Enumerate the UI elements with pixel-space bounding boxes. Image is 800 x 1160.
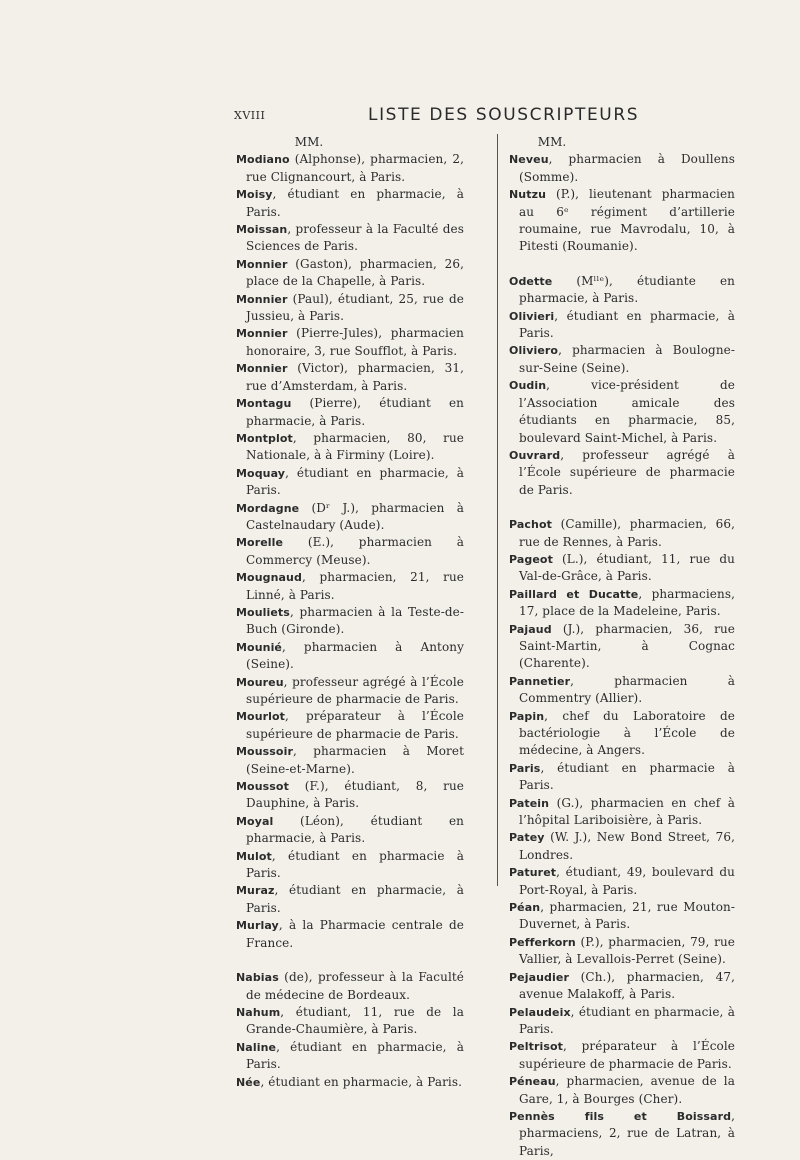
subscriber-details: , pharmacien à Boulogne-sur-Seine (Seine). (519, 343, 735, 375)
subscriber-name: Nabias (236, 971, 279, 985)
subscriber-details: , étudiant en pharmacie, à Paris. (246, 1039, 464, 1072)
subscriber-details: , étudiant en pharmacie, à Paris. (519, 308, 735, 341)
subscriber-name: Mouliets (236, 605, 290, 619)
subscriber-entry (236, 534, 464, 569)
subscriber-details: (F.), étudiant, 8, rue Dauphine, à Paris. (246, 779, 464, 811)
subscriber-entry (236, 1004, 464, 1039)
subscriber-name: Pannetier (509, 674, 571, 688)
subscriber-entry (509, 934, 735, 969)
subscriber-name: Moissan (236, 223, 288, 237)
subscriber-entry (236, 813, 464, 848)
subscriber-name: Mordagne (236, 501, 300, 515)
subscriber-details: , professeur à la Faculté des Sciences de Paris. (246, 222, 464, 254)
subscriber-entry (509, 795, 735, 830)
subscriber-name: Monnier (236, 362, 288, 376)
subscriber-name: Monnier (236, 327, 288, 341)
subscriber-details: (L.), étudiant, 11, rue du Val-de-Grâce, à Paris. (519, 551, 735, 584)
subscriber-entry (509, 1073, 735, 1108)
subscriber-details: (Léon), étudiant en pharmacie, à Paris. (246, 813, 464, 846)
subscriber-name: Mourlot (236, 710, 286, 724)
subscriber-entry (236, 500, 464, 535)
subscriber-name: Pelaudeix (509, 1005, 571, 1019)
subscriber-entry (509, 586, 735, 621)
subscriber-details: , préparateur à l’École supérieure de pharmacie de Paris. (246, 709, 464, 741)
column-heading: MM. (294, 135, 324, 149)
subscriber-details: (E.), pharmacien à Commercy (Meuse). (246, 535, 464, 567)
subscriber-details: , à la Pharmacie centrale de France. (246, 918, 464, 950)
subscriber-name: Née (236, 1075, 261, 1089)
subscriber-details: , préparateur à l’École supérieure de pharmacie de Paris. (519, 1039, 735, 1071)
subscriber-name: Monnier (236, 292, 288, 306)
subscriber-name: Peltrisot (509, 1040, 564, 1054)
subscriber-name: Péan (509, 901, 541, 915)
subscriber-entry (509, 1004, 735, 1039)
subscriber-details: (P.), lieutenant pharmacien au 6ᵉ régiment d’artillerie roumaine, rue Mavrodalu, 10, à Pitesti (Roumanie). (519, 187, 735, 254)
subscriber-name: Pachot (509, 518, 552, 532)
subscriber-name: Moisy (236, 188, 273, 202)
subscriber-details: (Ch.), pharmacien, 47, avenue Malakoff, à Paris. (519, 969, 735, 1002)
subscriber-entry (236, 639, 464, 674)
subscriber-name: Moquay (236, 466, 286, 480)
subscriber-name: Pejaudier (509, 970, 569, 984)
subscriber-entry (236, 1074, 464, 1091)
subscriber-name: Pajaud (509, 622, 552, 636)
subscriber-name: Paturet (509, 866, 557, 880)
subscriber-details: , pharmacien à Moret (Seine-et-Marne). (246, 744, 464, 776)
subscriber-name: Ouvrard (509, 448, 561, 462)
subscriber-details: , pharmacien, 21, rue Mouton-Duvernet, à Paris. (519, 900, 735, 932)
subscriber-entry (509, 673, 735, 708)
subscriber-details: , étudiant en pharmacie, à Paris. (246, 465, 464, 498)
subscriber-entry (509, 516, 735, 551)
subscriber-entry (236, 917, 464, 952)
subscriber-name: Mougnaud (236, 571, 302, 585)
subscriber-entry (236, 221, 464, 256)
subscriber-details: (Pierre), étudiant en pharmacie, à Paris. (246, 396, 464, 428)
subscriber-name: Nutzu (509, 188, 547, 202)
subscriber-entry (236, 1039, 464, 1074)
subscriber-entry (236, 708, 464, 743)
subscriber-name: Papin (509, 709, 545, 723)
subscriber-entry (509, 447, 735, 499)
subscriber-details: , vice-président de l’Association amicale des étudiants en pharmacie, 85, boulevard Saint-Michel, à Paris. (519, 378, 735, 445)
subscriber-name: Pefferkorn (509, 935, 576, 949)
subscriber-entry (509, 969, 735, 1004)
subscriber-entry (236, 882, 464, 917)
subscriber-entry (236, 325, 464, 360)
subscriber-name: Murlay (236, 919, 279, 933)
subscriber-details: , étudiant en pharmacie, à Paris. (246, 883, 464, 915)
group-spacer (236, 952, 464, 969)
subscriber-name: Naline (236, 1040, 277, 1054)
subscriber-name: Nahum (236, 1005, 281, 1019)
right-column (509, 134, 735, 1160)
subscriber-details: , étudiant, 11, rue de la Grande-Chaumière, à Paris. (246, 1004, 464, 1037)
subscriber-name: Monnier (236, 257, 288, 271)
subscriber-entry (509, 864, 735, 899)
subscriber-name: Modiano (236, 153, 290, 167)
subscriber-details: (Pierre-Jules), pharmacien honoraire, 3, rue Soufflot, à Paris. (246, 326, 464, 358)
group-spacer (509, 499, 735, 516)
column-heading: MM. (537, 135, 567, 149)
subscriber-details: , pharmacien, 80, rue Nationale, à à Firminy (Loire). (246, 430, 464, 463)
subscriber-details: , étudiant en pharmacie, à Paris. (260, 1074, 463, 1089)
subscriber-entry (509, 273, 735, 308)
subscriber-details: , pharmacien à Doullens (Somme). (519, 152, 735, 184)
subscriber-name: Moussot (236, 780, 289, 794)
subscriber-details: , pharmaciens, 17, place de la Madeleine, Paris. (519, 586, 735, 619)
subscriber-details: (P.), pharmacien, 79, rue Vallier, à Levallois-Perret (Seine). (519, 934, 735, 967)
subscriber-details: (de), professeur à la Faculté de médecine de Bordeaux. (246, 970, 464, 1002)
subscriber-entry (236, 395, 464, 430)
subscriber-details: (W. J.), New Bond Street, 76, Londres. (519, 830, 735, 862)
subscriber-entry (509, 1108, 735, 1160)
subscriber-entry (509, 899, 735, 934)
subscriber-entry (509, 308, 735, 343)
left-column (236, 134, 464, 1091)
folio-number: XVIII (234, 109, 266, 122)
subscriber-details: (Victor), pharmacien, 31, rue d’Amsterdam, à Paris. (246, 361, 464, 393)
subscriber-entry (236, 465, 464, 500)
subscriber-details: , étudiant, 49, boulevard du Port-Royal, à Paris. (519, 865, 735, 897)
subscriber-entry (236, 291, 464, 326)
subscriber-details: , pharmacien, 21, rue Linné, à Paris. (246, 570, 464, 602)
subscriber-name: Odette (509, 274, 553, 288)
subscriber-entry (509, 760, 735, 795)
subscriber-details: (Dʳ J.), pharmacien à Castelnaudary (Aude). (246, 500, 464, 532)
subscriber-name: Neveu (509, 153, 549, 167)
subscriber-details: , étudiant en pharmacie, à Paris. (519, 1004, 735, 1036)
subscriber-name: Paris (509, 761, 541, 775)
subscriber-entry (509, 342, 735, 377)
subscriber-details: (G.), pharmacien en chef à l’hôpital Lariboisière, à Paris. (519, 795, 735, 828)
subscriber-details: , étudiant en pharmacie à Paris. (246, 848, 464, 881)
subscriber-entry (236, 430, 464, 465)
subscriber-details: , pharmacien, avenue de la Gare, 1, à Bourges (Cher). (519, 1074, 735, 1106)
subscriber-entry (236, 743, 464, 778)
subscriber-details: (J.), pharmacien, 36, rue Saint-Martin, à Cognac (Charente). (519, 621, 735, 671)
subscriber-details: , étudiant en pharmacie, à Paris. (246, 187, 464, 219)
subscriber-name: Paillard et Ducatte (509, 587, 639, 601)
subscriber-name: Moussoir (236, 745, 293, 759)
subscriber-name: Péneau (509, 1075, 556, 1089)
subscriber-name: Moyal (236, 814, 274, 828)
page-header (0, 105, 800, 129)
subscriber-entry (236, 151, 464, 186)
subscriber-name: Morelle (236, 536, 284, 550)
subscriber-name: Pageot (509, 552, 553, 566)
subscriber-name: Mulot (236, 849, 272, 863)
subscriber-entry (509, 829, 735, 864)
subscriber-entry (236, 674, 464, 709)
subscriber-name: Montplot (236, 431, 293, 445)
subscriber-name: Patein (509, 796, 550, 810)
subscriber-name: Montagu (236, 397, 292, 411)
subscriber-details: (Paul), étudiant, 25, rue de Jussieu, à Paris. (246, 291, 464, 324)
subscriber-entry (509, 551, 735, 586)
subscriber-details: (Alphonse), pharmacien, 2, rue Clignancourt, à Paris. (246, 152, 464, 184)
subscriber-entry (509, 1038, 735, 1073)
subscriber-name: Pennès fils et Boissard (509, 1109, 732, 1123)
subscriber-details: , étudiant en pharmacie à Paris. (519, 760, 735, 793)
subscriber-entry (236, 256, 464, 291)
subscriber-details: , professeur agrégé à l’École supérieure de pharmacie de Paris. (519, 447, 735, 497)
subscriber-entry (236, 360, 464, 395)
subscriber-entry (509, 621, 735, 673)
subscriber-entry (509, 377, 735, 447)
group-spacer (509, 256, 735, 273)
subscriber-details: (Mˡˡᵉ), étudiante en pharmacie, à Paris. (519, 273, 735, 306)
subscriber-details: , professeur agrégé à l’École supérieure de pharmacie de Paris. (246, 674, 464, 706)
subscriber-details: , pharmacien à la Teste-de-Buch (Gironde). (246, 604, 464, 637)
running-title: LISTE DES SOUSCRIPTEURS (368, 105, 640, 125)
subscriber-details: , pharmacien à Antony (Seine). (246, 639, 464, 672)
subscriber-entry (236, 604, 464, 639)
subscriber-entry (236, 969, 464, 1004)
subscriber-details: (Gaston), pharmacien, 26, place de la Chapelle, à Paris. (246, 256, 464, 289)
column-divider (497, 134, 498, 886)
subscriber-details: , pharmacien à Commentry (Allier). (519, 673, 735, 706)
subscriber-entry (509, 186, 735, 256)
subscriber-details: , chef du Laboratoire de bactériologie à l’École de médecine, à Angers. (519, 708, 735, 758)
subscriber-entry (236, 569, 464, 604)
subscriber-name: Muraz (236, 884, 275, 898)
subscriber-entry (509, 151, 735, 186)
subscriber-entry (236, 848, 464, 883)
subscriber-name: Oliviero (509, 344, 559, 358)
subscriber-name: Moureu (236, 675, 284, 689)
subscriber-entry (236, 778, 464, 813)
subscriber-entry (509, 708, 735, 760)
subscriber-details: , pharmaciens, 2, rue de Latran, à Paris, (519, 1108, 735, 1158)
subscriber-name: Olivieri (509, 309, 555, 323)
subscriber-details: (Camille), pharmacien, 66, rue de Rennes, à Paris. (519, 517, 735, 549)
subscriber-name: Mounié (236, 640, 282, 654)
subscriber-name: Oudin (509, 379, 547, 393)
subscriber-name: Patey (509, 831, 545, 845)
subscriber-entry (236, 186, 464, 221)
